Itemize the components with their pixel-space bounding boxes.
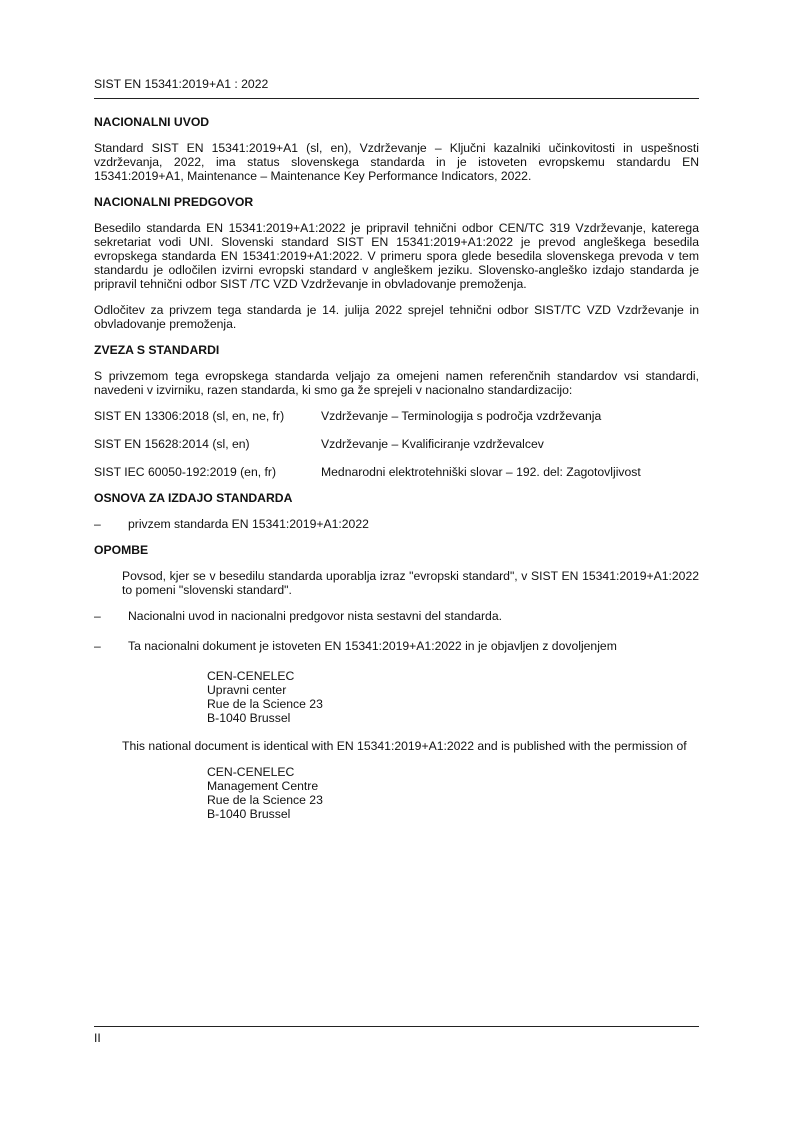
reference-code: SIST IEC 60050-192:2019 (en, fr) [94, 465, 277, 479]
section-nacionalni-uvod [94, 115, 699, 183]
reference-list [94, 409, 699, 479]
address-line: CEN-CENELEC [207, 669, 295, 683]
reference-row [94, 465, 699, 479]
section-opombe [94, 543, 699, 821]
address-line: Management Centre [207, 779, 319, 793]
reference-title: Mednarodni elektrotehniški slovar – 192. del: Zagotovljivost [321, 465, 641, 479]
section-nacionalni-predgovor [94, 195, 699, 331]
dash-bullet: – [94, 517, 101, 531]
address-block-en [94, 765, 699, 821]
list-item-text: Nacionalni uvod in nacionalni predgovor nista sestavni del standarda. [128, 609, 502, 623]
reference-title: Vzdrževanje – Terminologija s področja vzdrževanja [321, 409, 602, 423]
paragraph: This national document is identical with EN 15341:2019+A1:2022 and is published with the permission of [122, 739, 687, 753]
paragraph: Besedilo standarda EN 15341:2019+A1:2022 je pripravil tehnični odbor CEN/TC 319 Vzdrževanje, katerega sekretariat vodi UNI. Slovenski standard SIST EN 15341:2019+A1:2022 je prevod angleškega besedila evropskega standarda EN 15341:2019+A1:2022. V primeru spora glede besedila slovenskega prevoda v tem standardu je odločilen izvirni evropski standard v angleškem jeziku. Slovensko-angleško izdajo standarda je pripravil tehnični odbor SIST /TC VZD Vzdrževanje in obvladovanje premoženja. [94, 221, 699, 291]
reference-title: Vzdrževanje – Kvalificiranje vzdrževalcev [321, 437, 544, 451]
address-line: B-1040 Brussel [207, 711, 291, 725]
document-id: SIST EN 15341:2019+A1 : 2022 [94, 77, 269, 91]
reference-row [94, 409, 699, 423]
page-number: II [94, 1031, 101, 1045]
section-osnova [94, 491, 699, 531]
list-item [94, 517, 699, 531]
section-title: NACIONALNI PREDGOVOR [94, 195, 254, 209]
dash-bullet: – [94, 609, 101, 623]
address-line: B-1040 Brussel [207, 807, 291, 821]
paragraph: Odločitev za privzem tega standarda je 14. julija 2022 sprejel tehnični odbor SIST/TC VZD Vzdrževanje in obvladovanje premoženja. [94, 303, 699, 331]
section-title: ZVEZA S STANDARDI [94, 343, 220, 357]
section-title: OSNOVA ZA IZDAJO STANDARDA [94, 491, 293, 505]
address-line: Upravni center [207, 683, 287, 697]
address-line: Rue de la Science 23 [207, 697, 323, 711]
list-item [94, 609, 699, 623]
section-title: NACIONALNI UVOD [94, 115, 210, 129]
list-item-text: privzem standarda EN 15341:2019+A1:2022 [128, 517, 369, 531]
address-line: CEN-CENELEC [207, 765, 295, 779]
list-item [94, 639, 699, 653]
header-rule [94, 98, 699, 99]
section-title: OPOMBE [94, 543, 149, 557]
footer-rule [94, 1026, 699, 1027]
paragraph: Povsod, kjer se v besedilu standarda uporablja izraz "evropski standard", v SIST EN 15341:2019+A1:2022 to pomeni "slovenski standard". [122, 569, 699, 597]
document-body [94, 115, 699, 835]
paragraph: S privzemom tega evropskega standarda veljajo za omejeni namen referenčnih standardov vsi standardi, navedeni v izvirniku, razen standarda, ki smo ga že sprejeli v nacionalno standardizacijo: [94, 369, 699, 397]
list-item-text: Ta nacionalni dokument je istoveten EN 15341:2019+A1:2022 in je objavljen z dovoljenjem [128, 639, 617, 653]
address-line: Rue de la Science 23 [207, 793, 323, 807]
address-block-sl [94, 669, 699, 725]
section-zveza-s-standardi [94, 343, 699, 479]
reference-row [94, 437, 699, 451]
reference-code: SIST EN 13306:2018 (sl, en, ne, fr) [94, 409, 285, 423]
reference-code: SIST EN 15628:2014 (sl, en) [94, 437, 250, 451]
dash-bullet: – [94, 639, 101, 653]
paragraph: Standard SIST EN 15341:2019+A1 (sl, en), Vzdrževanje – Ključni kazalniki učinkovitosti in uspešnosti vzdrževanja, 2022, ima status slovenskega standarda in je istoveten evropskemu standardu EN 15341:2019+A1, Maintenance – Maintenance Key Performance Indicators, 2022. [94, 141, 699, 183]
